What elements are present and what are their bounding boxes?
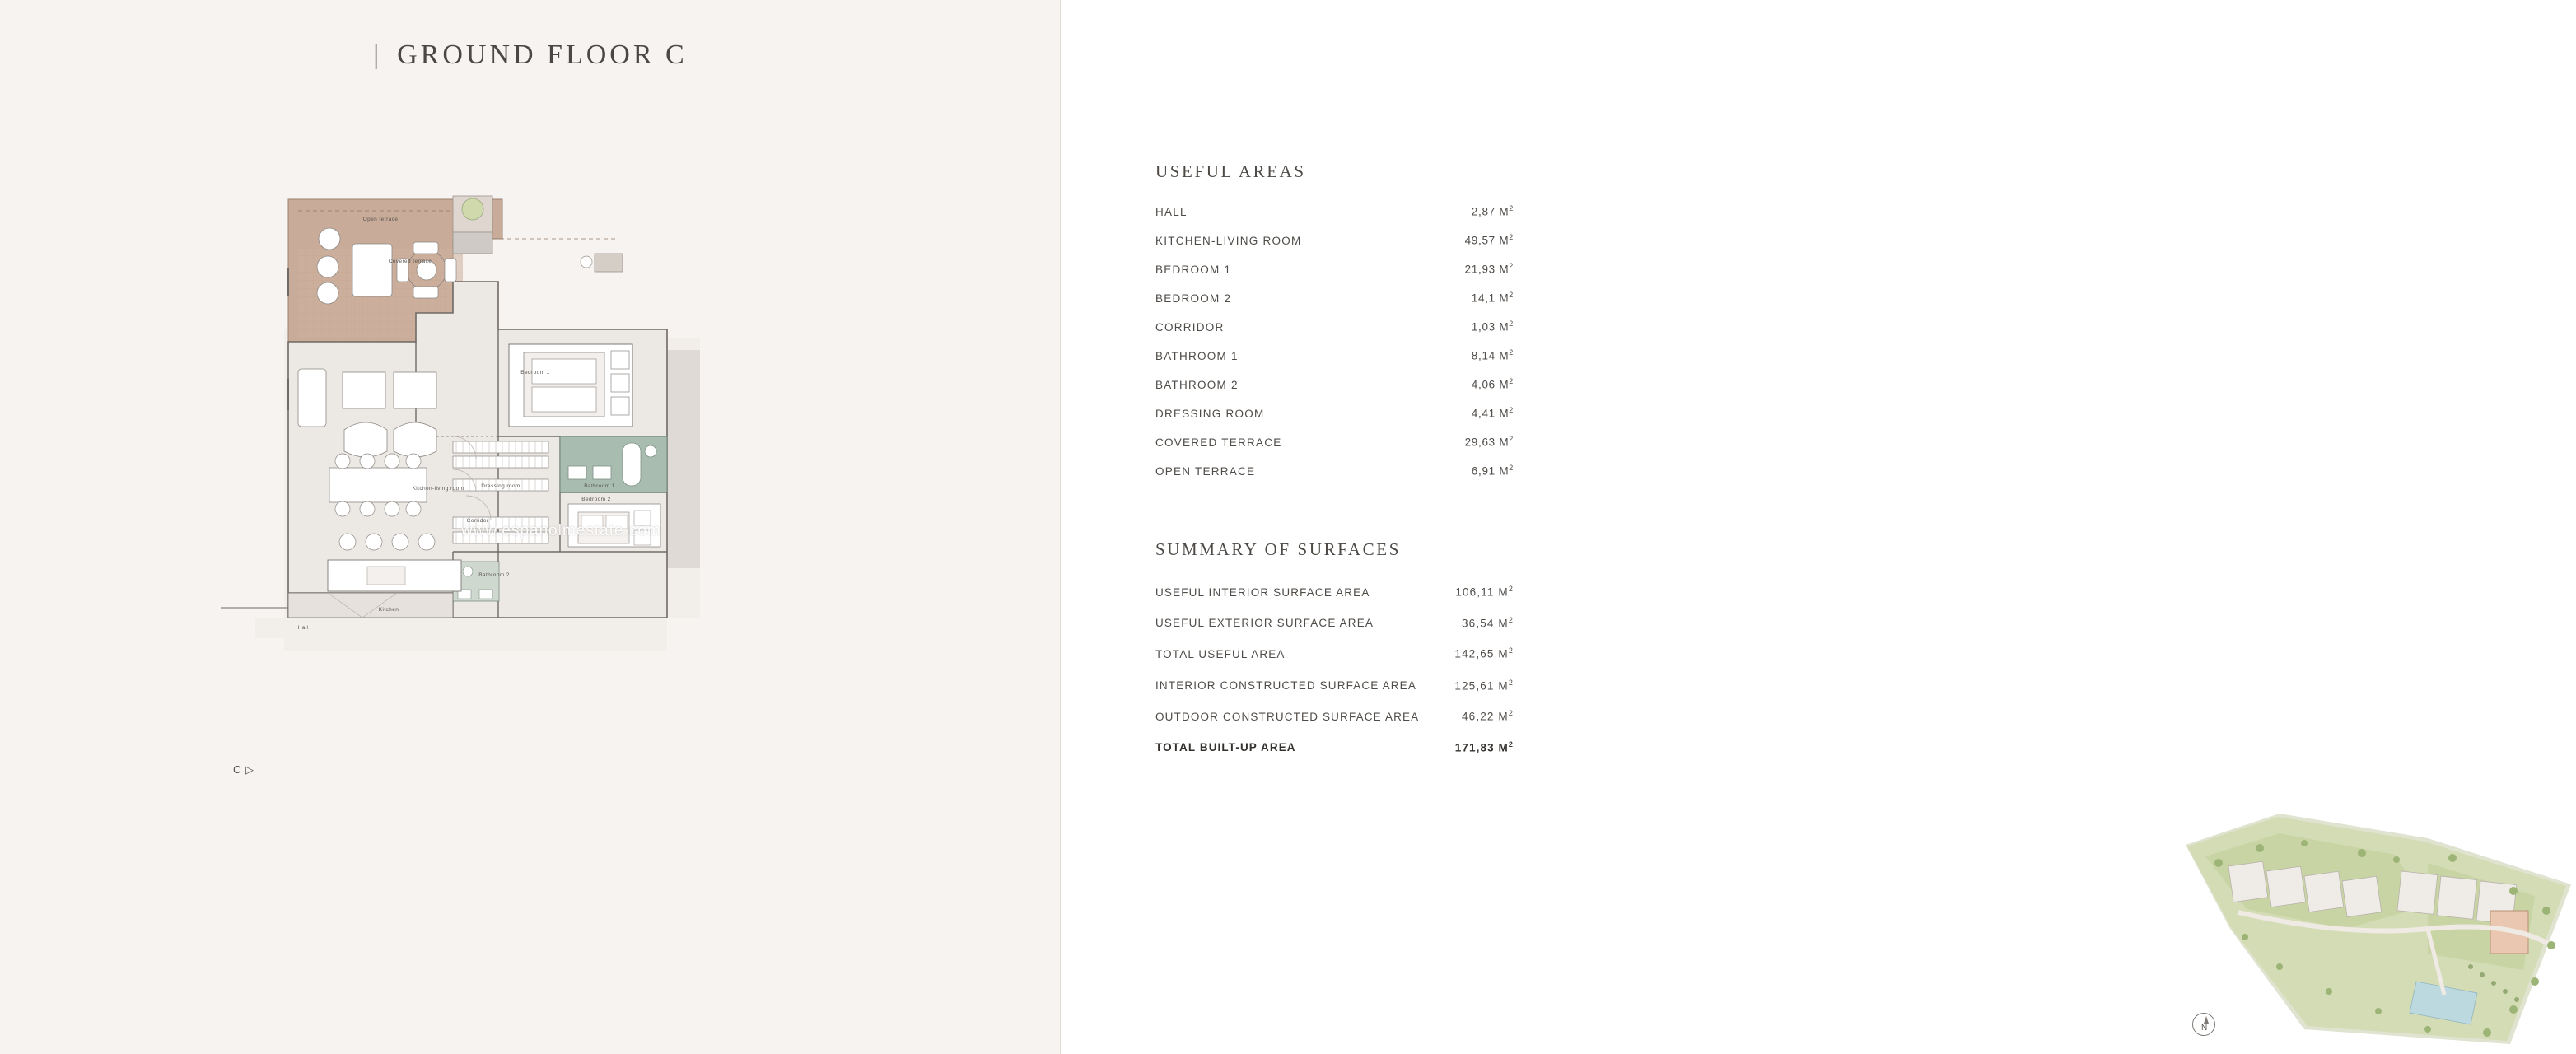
area-row-value-number: 1,03 M	[1471, 320, 1510, 333]
summary-list	[1155, 585, 1514, 771]
area-row-unit-exponent: 2	[1509, 406, 1514, 414]
area-row-label: HALL	[1155, 205, 1188, 218]
area-row	[1155, 319, 1514, 333]
area-row-unit-exponent: 2	[1509, 291, 1514, 299]
compass-circle	[2192, 1013, 2215, 1036]
summary-row-label: TOTAL USEFUL AREA	[1155, 647, 1286, 660]
summary-row-label: OUTDOOR CONSTRUCTED SURFACE AREA	[1155, 710, 1420, 723]
area-row-value-number: 8,14 M	[1471, 349, 1510, 362]
area-row-value	[1472, 464, 1514, 478]
site-plan-thumbnail	[2181, 805, 2576, 1044]
useful-areas-list	[1155, 204, 1514, 492]
summary-row-value	[1454, 679, 1514, 693]
svg-text:Covered terrace: Covered terrace	[388, 259, 432, 264]
area-row-value	[1465, 435, 1514, 449]
area-row	[1155, 291, 1514, 305]
svg-text:Bathroom 1: Bathroom 1	[584, 483, 615, 489]
svg-text:Dressing room: Dressing room	[481, 483, 520, 489]
area-row-value	[1472, 204, 1514, 218]
svg-text:Bathroom 2: Bathroom 2	[478, 572, 510, 578]
summary-row-unit-exponent: 2	[1508, 585, 1514, 593]
summary-row-value-number: 171,83 M	[1454, 741, 1509, 753]
compass-north	[2192, 1013, 2220, 1041]
summary-row-label: INTERIOR CONSTRUCTED SURFACE AREA	[1155, 679, 1416, 692]
area-row	[1155, 262, 1514, 276]
area-row-label: BEDROOM 2	[1155, 291, 1232, 305]
summary-row-value-number: 125,61 M	[1454, 679, 1509, 692]
summary-row	[1155, 709, 1514, 723]
watermark: www.espanolmestate.com	[461, 522, 661, 539]
svg-text:Corridor: Corridor	[466, 518, 489, 524]
area-row-label: OPEN TERRACE	[1155, 464, 1256, 478]
summary-row-unit-exponent: 2	[1508, 615, 1514, 624]
area-row-value-number: 2,87 M	[1471, 205, 1510, 218]
area-row	[1155, 435, 1514, 449]
svg-text:Open terrace: Open terrace	[362, 217, 399, 222]
summary-row-unit-exponent: 2	[1508, 739, 1514, 749]
section-marker-c: C ▷	[233, 763, 254, 776]
svg-text:Kitchen: Kitchen	[378, 607, 399, 613]
area-row	[1155, 406, 1514, 420]
summary-row-unit-exponent: 2	[1508, 646, 1514, 655]
summary-row	[1155, 616, 1514, 630]
area-row-label: KITCHEN-LIVING ROOM	[1155, 234, 1302, 247]
area-row-value	[1465, 233, 1514, 247]
summary-row-value	[1462, 616, 1514, 630]
area-row-value-number: 49,57 M	[1464, 234, 1510, 247]
summary-row-value-number: 36,54 M	[1462, 617, 1509, 629]
area-row	[1155, 348, 1514, 362]
area-row-label: BATHROOM 1	[1155, 349, 1239, 362]
page-title	[0, 40, 1061, 71]
useful-areas-title: USEFUL AREAS	[1155, 161, 1306, 181]
summary-row-value	[1454, 646, 1514, 660]
summary-row-value-number: 142,65 M	[1454, 647, 1509, 660]
page-title-text: GROUND FLOOR C	[397, 40, 688, 70]
area-row-value-number: 4,06 M	[1471, 378, 1510, 391]
floor-plan-panel	[0, 0, 1061, 1054]
area-row-value	[1465, 262, 1514, 276]
summary-row	[1155, 679, 1514, 693]
area-row-unit-exponent: 2	[1509, 204, 1514, 212]
area-row-label: COVERED TERRACE	[1155, 436, 1282, 449]
compass-label: N	[2201, 1024, 2208, 1033]
summary-total-row	[1155, 740, 1514, 754]
floor-plan-drawing	[206, 189, 799, 651]
svg-text:Bedroom 1: Bedroom 1	[520, 370, 550, 375]
area-row-value	[1472, 406, 1514, 420]
area-row-unit-exponent: 2	[1509, 319, 1514, 328]
area-row-value	[1472, 377, 1514, 391]
svg-text:Hall: Hall	[297, 625, 309, 631]
area-row-value-number: 4,41 M	[1471, 407, 1510, 420]
area-row-label: BATHROOM 2	[1155, 378, 1239, 391]
area-row-value-number: 21,93 M	[1464, 263, 1510, 276]
section-marker-label: C	[233, 763, 242, 776]
area-row-label: DRESSING ROOM	[1155, 407, 1265, 420]
area-row-unit-exponent: 2	[1509, 262, 1514, 270]
summary-row-label: USEFUL EXTERIOR SURFACE AREA	[1155, 617, 1374, 629]
summary-row-value-number: 46,22 M	[1462, 710, 1509, 723]
area-row-label: BEDROOM 1	[1155, 263, 1232, 276]
summary-row-value	[1455, 740, 1514, 754]
summary-row-unit-exponent: 2	[1508, 678, 1514, 687]
area-row	[1155, 377, 1514, 391]
area-row-unit-exponent: 2	[1509, 464, 1514, 472]
summary-title: SUMMARY OF SURFACES	[1155, 539, 1401, 559]
area-row-unit-exponent: 2	[1509, 377, 1514, 385]
summary-row-value	[1455, 585, 1514, 599]
area-row	[1155, 204, 1514, 218]
area-row-value-number: 6,91 M	[1471, 464, 1510, 478]
summary-row-value-number: 106,11 M	[1455, 585, 1509, 599]
area-row-value-number: 29,63 M	[1464, 436, 1510, 449]
area-row-value	[1472, 319, 1514, 333]
area-row-unit-exponent: 2	[1509, 435, 1514, 443]
summary-row-unit-exponent: 2	[1508, 709, 1514, 717]
summary-row-label: TOTAL BUILT-UP AREA	[1155, 741, 1296, 753]
area-row-label: CORRIDOR	[1155, 320, 1225, 333]
summary-row	[1155, 646, 1514, 660]
summary-row-value	[1462, 709, 1514, 723]
area-row	[1155, 233, 1514, 247]
summary-row	[1155, 585, 1514, 599]
area-row-value-number: 14,1 M	[1471, 291, 1510, 305]
summary-row-label: USEFUL INTERIOR SURFACE AREA	[1155, 585, 1370, 599]
area-row-value	[1472, 291, 1514, 305]
areas-panel	[1061, 0, 2208, 1054]
area-row-value	[1472, 348, 1514, 362]
title-bar-glyph: |	[373, 40, 383, 70]
compass-needle	[2204, 1016, 2209, 1024]
area-row-unit-exponent: 2	[1509, 348, 1514, 357]
area-row-unit-exponent: 2	[1509, 233, 1514, 241]
svg-text:Kitchen-living room: Kitchen-living room	[412, 486, 464, 492]
svg-text:Bedroom 2: Bedroom 2	[581, 497, 611, 502]
area-row	[1155, 464, 1514, 478]
